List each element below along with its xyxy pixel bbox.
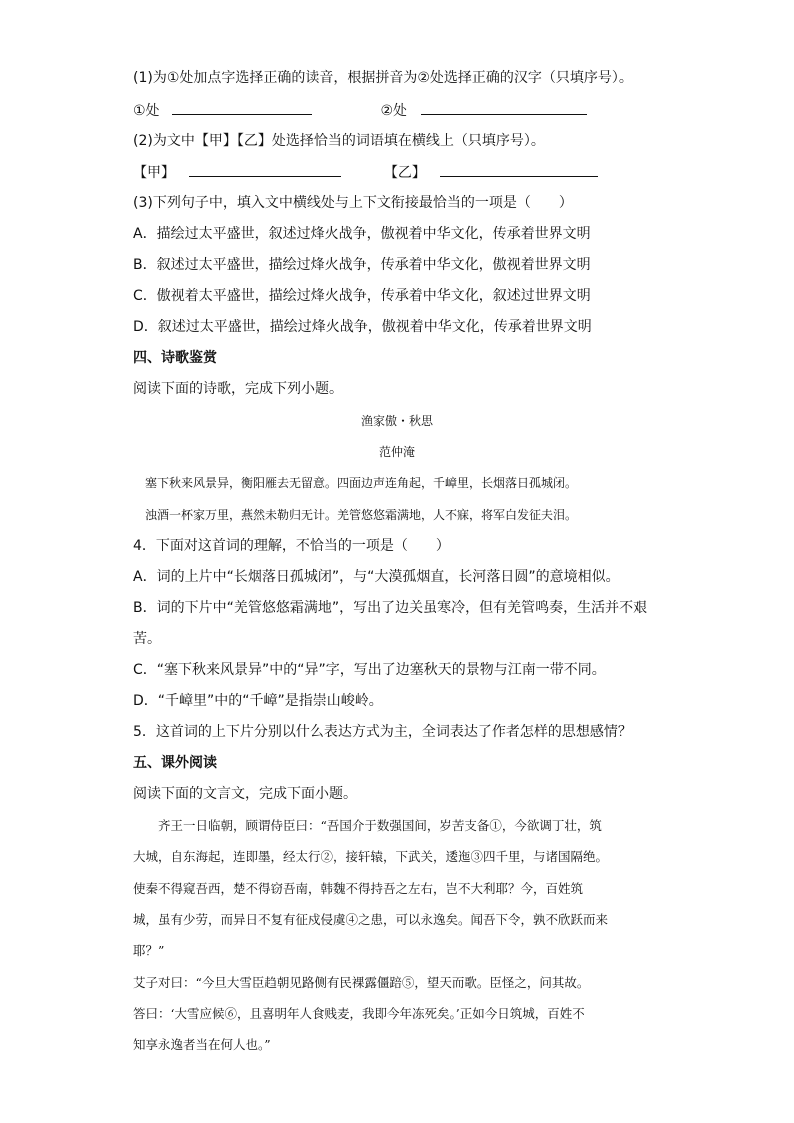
passage-p1-line3: 使秦不得窥吾西，楚不得窃吾南，韩魏不得持吾之左右，岂不大利耶？今，百姓筑 bbox=[133, 881, 584, 896]
passage-p1-line2: 大城，自东海起，连即墨，经太行②，接轩辕，下武关，逶迤③四千里，与诸国隔绝。 bbox=[133, 849, 609, 864]
q3-option-c: C．傲视着太平盛世，描绘过烽火战争，传承着中华文化，叙述过世界文明 bbox=[133, 288, 591, 304]
section5-intro: 阅读下面的文言文，完成下面小题。 bbox=[133, 786, 357, 802]
answer-label-yi: 【乙】 bbox=[383, 165, 426, 181]
section5-heading: 五、课外阅读 bbox=[133, 755, 217, 771]
answer-blank-jia[interactable] bbox=[189, 162, 341, 177]
poem-line-2: 浊酒一杯家万里，燕然未勒归无计。羌管悠悠霜满地，人不寐，将军白发征夫泪。 bbox=[145, 508, 578, 522]
q3-sub2-prompt: (2)为文中【甲】【乙】处选择恰当的词语填在横线上（只填序号）。 bbox=[133, 133, 545, 149]
passage-p2-line2: 答曰：‘大雪应候⑥，且喜明年人食贱麦，我即今年冻死矣。’正如今日筑城，百姓不 bbox=[133, 1006, 585, 1021]
poem-author: 范仲淹 bbox=[378, 445, 415, 459]
q4-option-c: C．“塞下秋来风景异”中的“异”字，写出了边塞秋天的景物与江南一带不同。 bbox=[133, 662, 606, 678]
answer-blank-yi[interactable] bbox=[440, 162, 598, 177]
section4-intro: 阅读下面的诗歌，完成下列小题。 bbox=[133, 381, 343, 397]
q4-option-b-line1: B．词的下片中“羌管悠悠霜满地”，写出了边关虽寒冷，但有羌管鸣奏，生活并不艰 bbox=[133, 600, 648, 616]
q3-sub1-prompt: (1)为①处加点字选择正确的读音，根据拼音为②处选择正确的汉字（只填序号）。 bbox=[133, 70, 633, 86]
answer-label-1: ①处 bbox=[133, 103, 160, 119]
poem-title: 渔家傲・秋思 bbox=[360, 414, 433, 428]
passage-p1-line4: 城，虽有少劳，而异日不复有征戍侵虞④之患，可以永逸矣。闻吾下令，孰不欣跃而来 bbox=[133, 912, 609, 927]
answer-label-2: ②处 bbox=[380, 103, 408, 119]
passage-p2-line1: 艾子对曰：“今旦大雪臣趋朝见路侧有民裸露僵踣⑤，望天而歌。臣怪之，问其故。 bbox=[133, 975, 590, 990]
answer-blank-2[interactable] bbox=[421, 100, 587, 115]
q3-sub3-prompt: (3)下列句子中，填入文中横线处与上下文衔接最恰当的一项是（ ） bbox=[133, 195, 573, 211]
section4-heading: 四、诗歌鉴赏 bbox=[133, 350, 217, 366]
q4-option-a: A．词的上片中“长烟落日孤城闭”，与“大漠孤烟直，长河落日圆”的意境相似。 bbox=[133, 569, 620, 585]
passage-p2-line3: 知享永逸者当在何人也。” bbox=[133, 1037, 271, 1052]
answer-label-jia: 【甲】 bbox=[133, 165, 175, 181]
q5-prompt: 5．这首词的上下片分别以什么表达方式为主，全词表达了作者怎样的思想感情？ bbox=[133, 724, 632, 740]
q4-prompt: 4．下面对这首词的理解，不恰当的一项是（ ） bbox=[133, 538, 450, 554]
poem-line-1: 塞下秋来风景异，衡阳雁去无留意。四面边声连角起，千嶂里，长烟落日孤城闭。 bbox=[145, 476, 578, 490]
q3-sub1-answer-row bbox=[133, 100, 587, 121]
q3-sub2-answer-row bbox=[133, 162, 598, 183]
q4-option-d: D．“千嶂里”中的“千嶂”是指崇山峻岭。 bbox=[133, 693, 383, 709]
q4-option-b-line2: 苦。 bbox=[133, 631, 161, 647]
passage-p1-line1: 齐王一日临朝，顾谓侍臣曰：“吾国介于数强国间，岁苦支备①，今欲调丁壮，筑 bbox=[158, 818, 602, 833]
q3-option-d: D．叙述过太平盛世，描绘过烽火战争，傲视着中华文化，传承着世界文明 bbox=[133, 319, 592, 335]
passage-p1-line5: 耶？” bbox=[133, 943, 165, 958]
q3-option-b: B．叙述过太平盛世，描绘过烽火战争，传承着中华文化，傲视着世界文明 bbox=[133, 257, 591, 273]
q3-option-a: A．描绘过太平盛世，叙述过烽火战争，傲视着中华文化，传承着世界文明 bbox=[133, 226, 591, 242]
answer-blank-1[interactable] bbox=[172, 100, 312, 115]
